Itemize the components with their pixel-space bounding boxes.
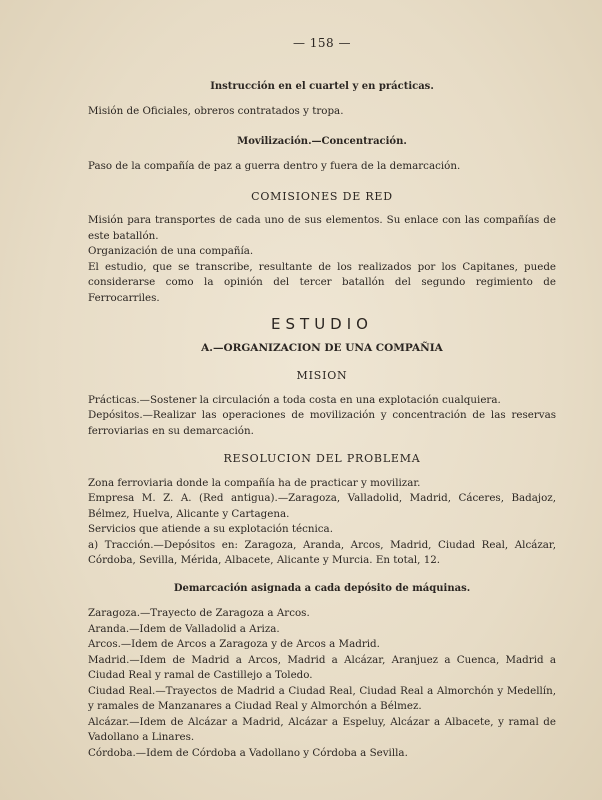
paragraph-ciudad-real: Ciudad Real.—Trayectos de Madrid a Ciudad Real, Ciudad Real a Almorchón y Medellín, y ramales de Manzanares a Ciudad Real y Almorchón a Bélmez. <box>88 684 556 712</box>
paragraph-servicios: Servicios que atiende a su explotación técnica. <box>88 523 333 535</box>
heading-movilizacion: Movilización.—Concentración. <box>237 135 407 147</box>
paragraph-cordoba: Córdoba.—Idem de Córdoba a Vadollano y Córdoba a Sevilla. <box>88 746 408 759</box>
heading-demarcacion: Demarcación asignada a cada depósito de máquinas. <box>173 582 471 594</box>
page-number: — 158 — <box>292 36 352 50</box>
heading-mision: MISION <box>296 369 348 382</box>
paragraph-mision-transportes: Misión para transportes de cada uno de sus elementos. Su enlace con las compañías de este batallón. <box>88 214 556 242</box>
paragraph-estudio-transcribe: El estudio, que se transcribe, resultante de los realizados por los Capitanes, puede considerarse como la opinión del tercer batallón del segundo regimiento de Ferrocarriles. <box>88 260 556 304</box>
page-content <box>88 36 556 761</box>
heading-resolucion: RESOLUCION DEL PROBLEMA <box>223 452 421 465</box>
paragraph-zona-ferroviaria: Zona ferroviaria donde la compañía ha de practicar y movilizar. <box>88 476 421 489</box>
paragraph-depositos: Depósitos.—Realizar las operaciones de movilización y concentración de las reservas ferroviarias en su demarcación. <box>88 409 556 437</box>
heading-estudio: ESTUDIO <box>271 315 373 333</box>
paragraph-practicas: Prácticas.—Sostener la circulación a toda costa en una explotación cualquiera. <box>88 393 501 406</box>
paragraph-organizacion: Organización de una compañía. <box>88 245 254 257</box>
heading-instruccion: Instrucción en el cuartel y en prácticas. <box>210 80 434 92</box>
paragraph-arcos: Arcos.—Idem de Arcos a Zaragoza y de Arcos a Madrid. <box>88 638 380 650</box>
paragraph-aranda: Aranda.—Idem de Valladolid a Ariza. <box>88 622 280 635</box>
paragraph-zaragoza: Zaragoza.—Trayecto de Zaragoza a Arcos. <box>88 607 310 619</box>
heading-comisiones-de-red: COMISIONES DE RED <box>251 189 393 203</box>
paragraph-traccion: a) Tracción.—Depósitos en: Zaragoza, Aranda, Arcos, Madrid, Ciudad Real, Alcázar, Córdoba, Sevilla, Mérida, Albacete, Alicante y Murcia. En total, 12. <box>88 538 556 566</box>
paragraph-alcazar: Alcázar.—Idem de Alcázar a Madrid, Alcázar a Espeluy, Alcázar a Albacete, y ramal de Vadollano a Linares. <box>88 715 556 743</box>
heading-organizacion-compania: A.—ORGANIZACION DE UNA COMPAÑIA <box>201 341 443 354</box>
paragraph-mision-oficiales: Misión de Oficiales, obreros contratados y tropa. <box>88 105 344 117</box>
paragraph-empresa-mza: Empresa M. Z. A. (Red antigua).—Zaragoza, Valladolid, Madrid, Cáceres, Badajoz, Bélmez, Huelva, Alicante y Cartagena. <box>88 492 556 520</box>
paragraph-madrid: Madrid.—Idem de Madrid a Arcos, Madrid a Alcázar, Aranjuez a Cuenca, Madrid a Ciudad Real y ramal de Castillejo a Toledo. <box>88 653 556 681</box>
paragraph-paso-compania: Paso de la compañía de paz a guerra dentro y fuera de la demarcación. <box>88 160 461 172</box>
